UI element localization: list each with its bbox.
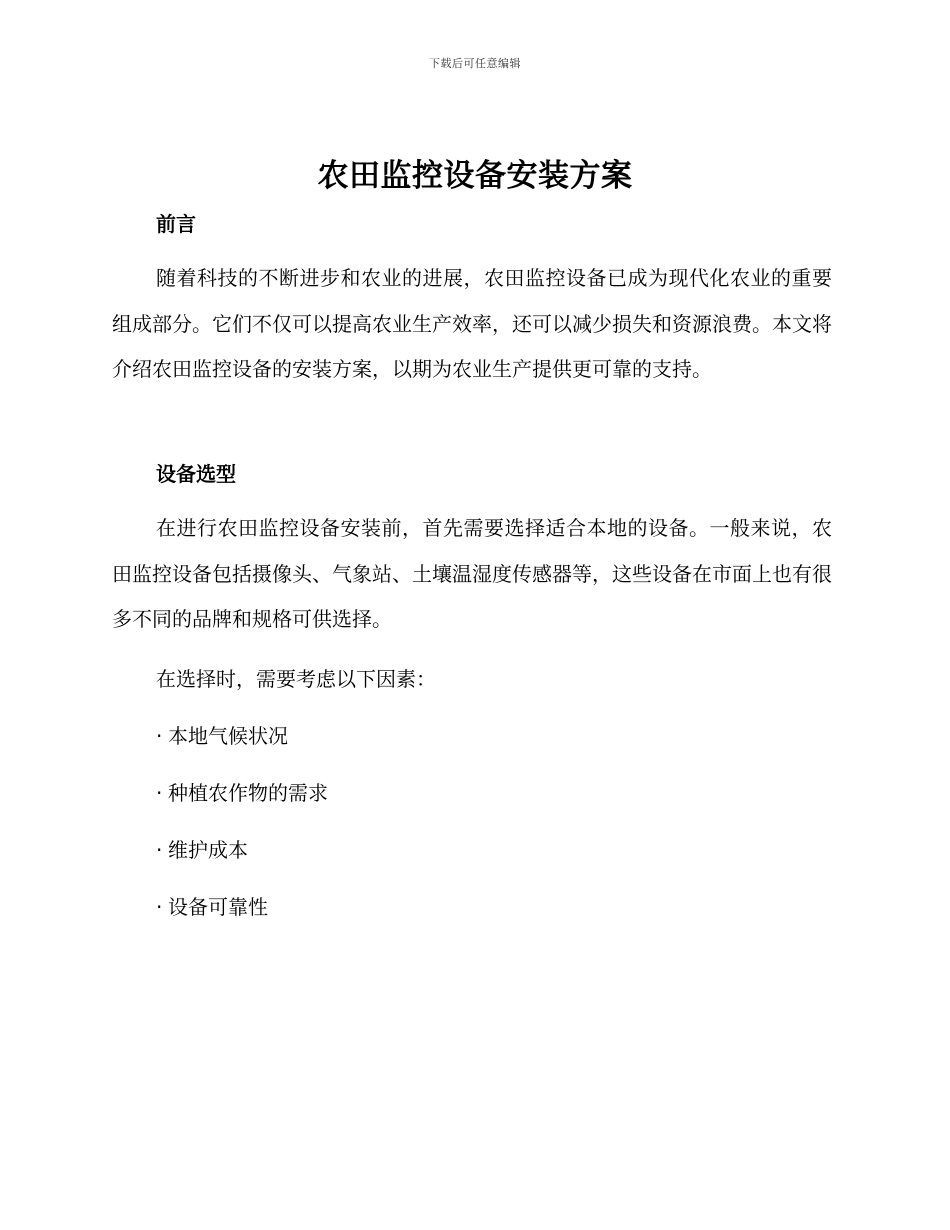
- document-title: 农田监控设备安装方案: [317, 158, 633, 194]
- preface-paragraph: 随着科技的不断进步和农业的进展，农田监控设备已成为现代化农业的重要组成部分。它们不仅可以提高农业生产效率，还可以减少损失和资源浪费。本文将介绍农田监控设备的安装方案，以期为农业生产提供更可靠的支持。: [112, 266, 832, 381]
- selection-factors-intro: 在选择时，需要考虑以下因素：: [156, 667, 436, 691]
- bullet-dot-icon: ·: [156, 781, 163, 805]
- list-item: [156, 777, 328, 806]
- section-heading-equipment-selection: 设备选型: [156, 462, 236, 486]
- list-item-text: 种植农作物的需求: [168, 781, 328, 805]
- section-heading-preface: 前言: [156, 212, 196, 236]
- list-item: [156, 720, 288, 749]
- equipment-selection-paragraph: 在进行农田监控设备安装前，首先需要选择适合本地的设备。一般来说，农田监控设备包括摄像头、气象站、土壤温湿度传感器等，这些设备在市面上也有很多不同的品牌和规格可供选择。: [112, 516, 832, 631]
- list-item-text: 本地气候状况: [168, 724, 288, 748]
- bullet-dot-icon: ·: [156, 724, 163, 748]
- list-item: [156, 834, 248, 863]
- bullet-dot-icon: ·: [156, 895, 163, 919]
- list-item-text: 维护成本: [168, 838, 248, 862]
- bullet-dot-icon: ·: [156, 838, 163, 862]
- list-item-text: 设备可靠性: [168, 895, 268, 919]
- list-item: [156, 891, 268, 920]
- header-note: 下载后可任意编辑: [429, 57, 521, 70]
